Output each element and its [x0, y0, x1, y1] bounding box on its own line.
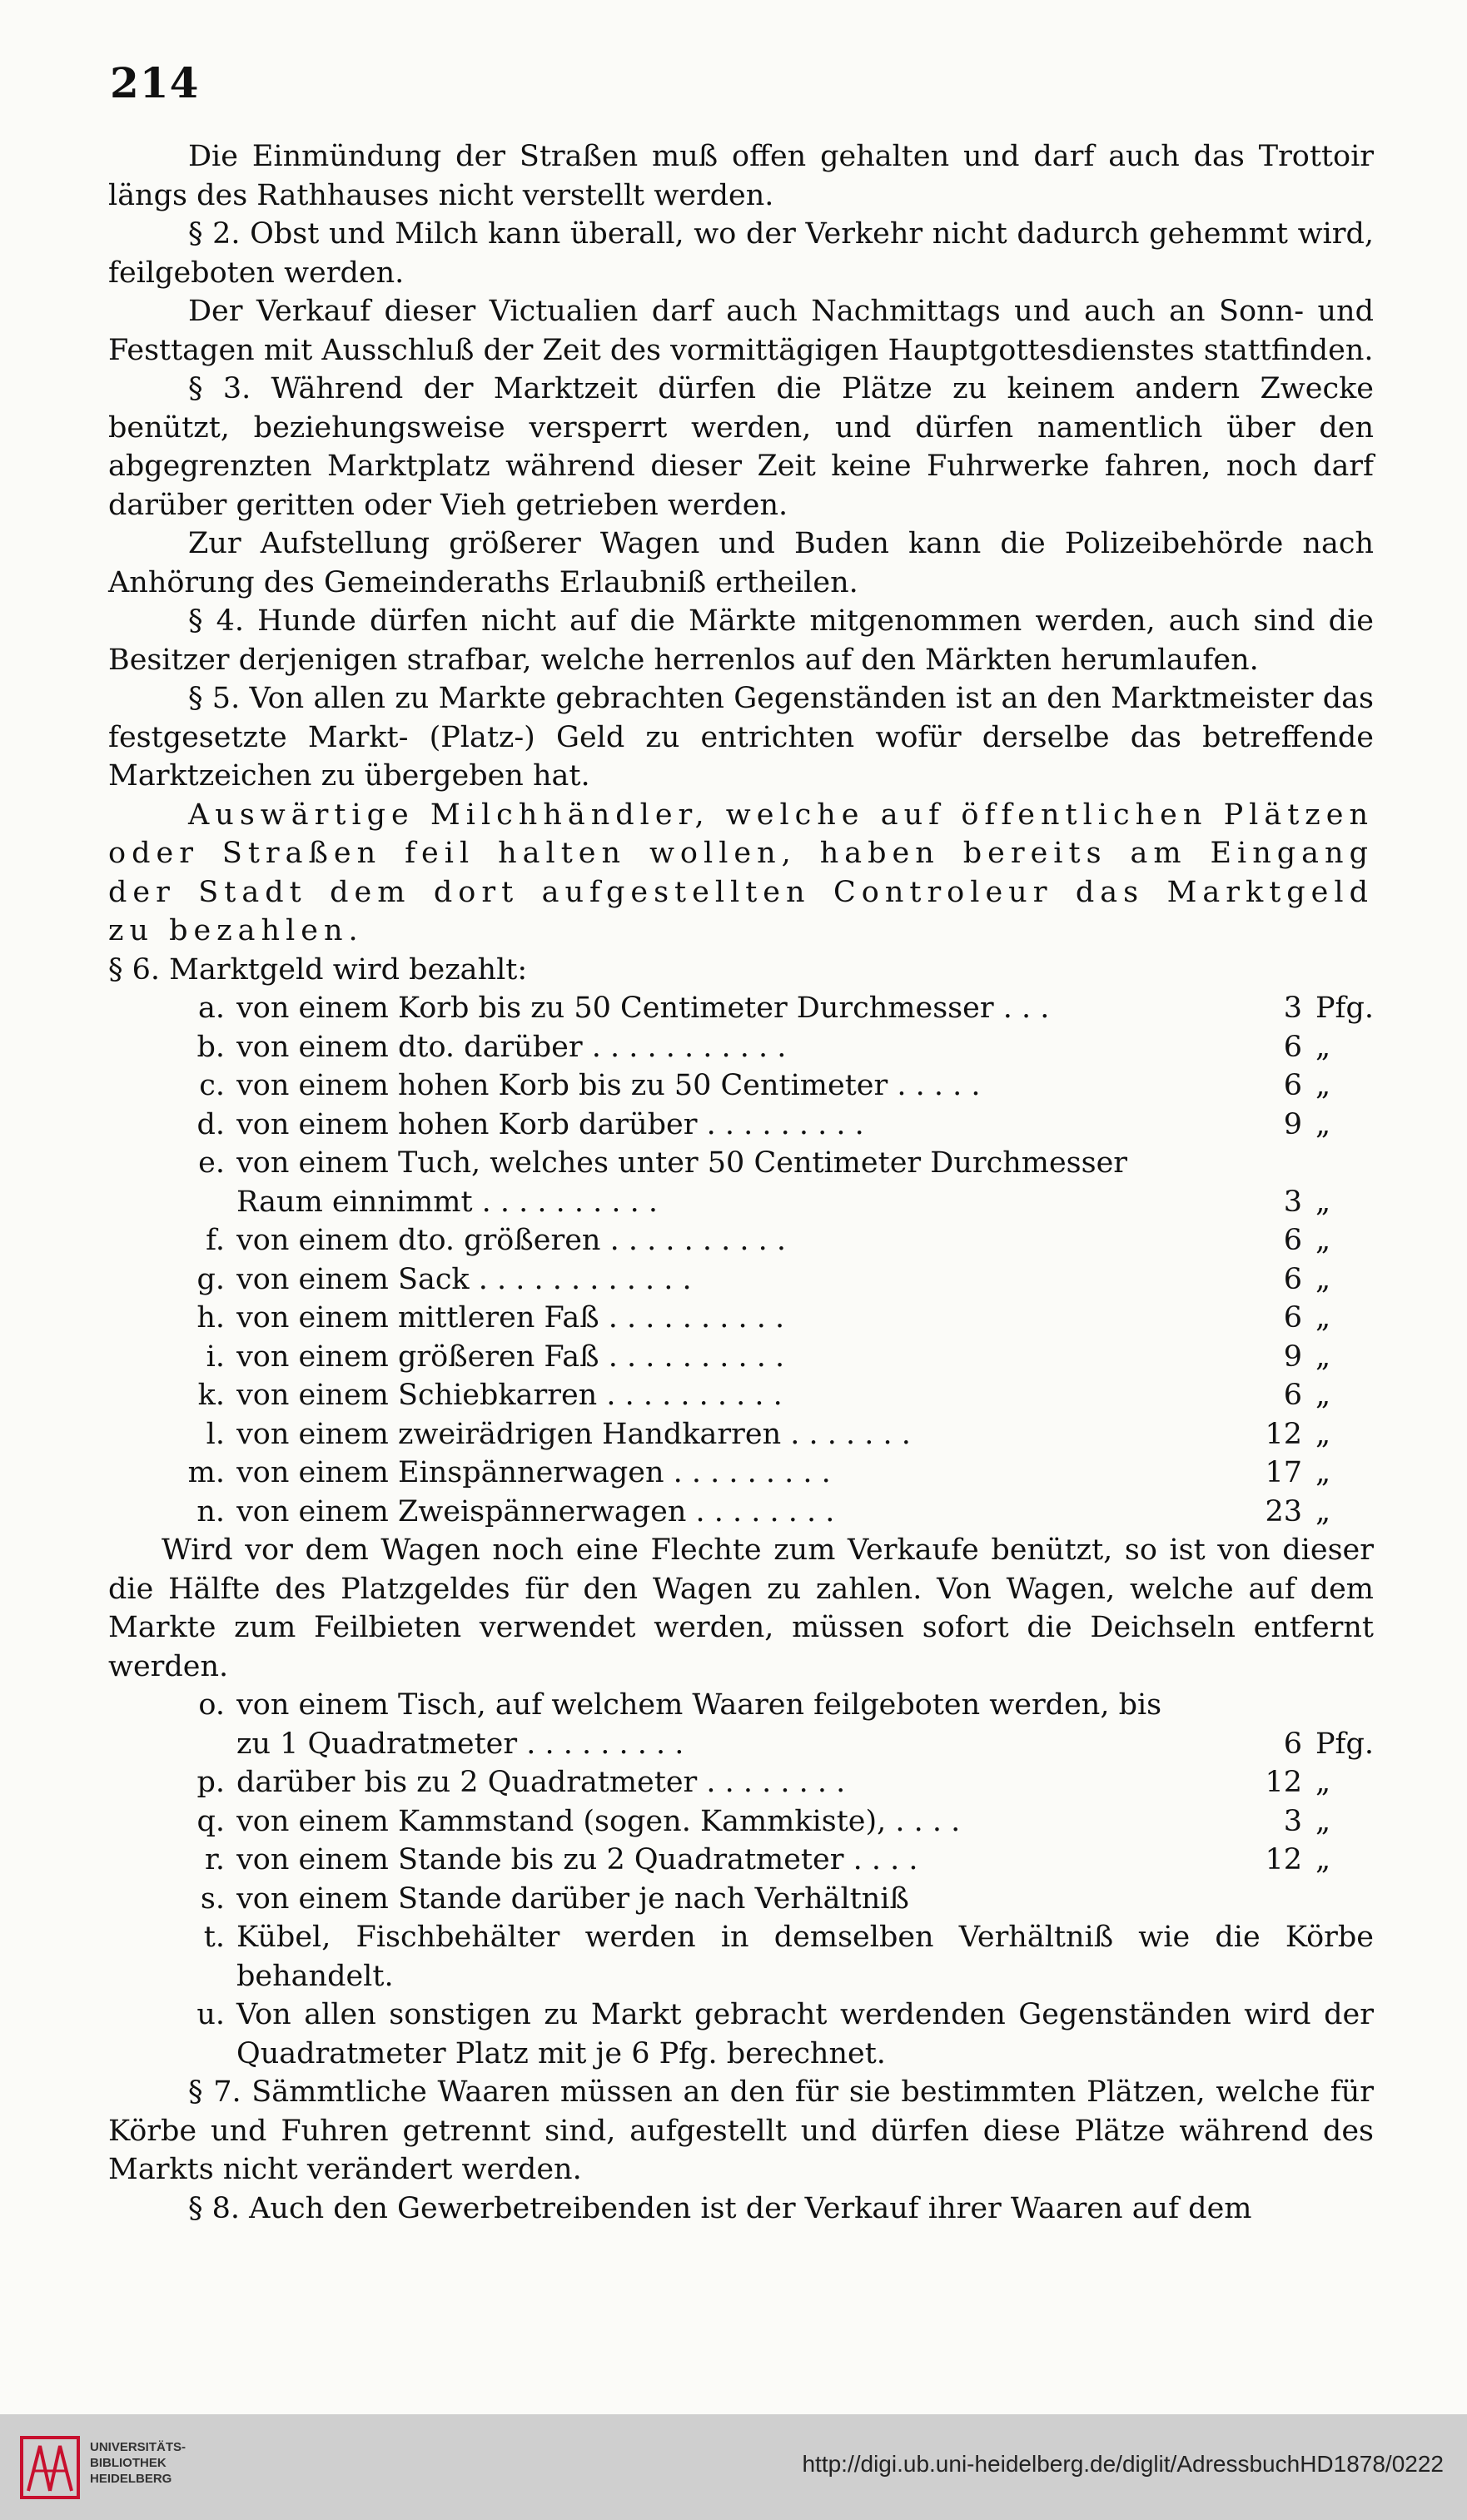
fee-list: [108, 989, 1374, 1531]
item-value: 17: [1265, 1456, 1302, 1489]
paragraph-section-5: § 5. Von allen zu Markte gebrachten Gegenständen ist an den Marktmeister das festgesetzte Markt- (Platz-) Geld zu entrichten wofür derselbe das betreffende Marktzeichen zu übergeben hat.: [108, 682, 1374, 793]
page-body: [108, 137, 1374, 2228]
item-text: zu 1 Quadratmeter . . . . . . . . .: [236, 1727, 684, 1761]
paragraph-section-7: § 7. Sämmtliche Waaren müssen an den für sie bestimmten Plätzen, welche für Körbe und Fuhren getrennt sind, aufgestellt und dürfen diese Plätze während des Markts nicht verändert werden.: [108, 2075, 1374, 2186]
item-unit: „: [1315, 1030, 1331, 1064]
item-unit: „: [1315, 1340, 1331, 1374]
item-value: 12: [1265, 1843, 1302, 1876]
item-text: Raum einnimmt . . . . . . . . . .: [236, 1185, 659, 1219]
list-item: [108, 1260, 1374, 1300]
item-value: 6: [1283, 1727, 1302, 1761]
note-paragraph: Wird vor dem Wagen noch eine Flechte zum Verkaufe benützt, so ist von dieser die Hälfte des Platzgeldes für den Wagen zu zahlen. Von Wagen, welche auf dem Markte zum Feilbieten verwendet werden, müssen sofort die Deichseln entfernt werden.: [108, 1533, 1374, 1683]
item-unit: „: [1315, 1262, 1331, 1296]
item-label: e.: [198, 1146, 225, 1180]
item-text: von einem Stande bis zu 2 Quadratmeter . . . .: [236, 1843, 918, 1876]
item-text: von einem Einspännerwagen . . . . . . . . .: [236, 1456, 831, 1489]
list-item: [108, 1880, 1374, 1919]
list-item: [108, 1686, 1374, 1725]
item-unit: „: [1315, 1417, 1331, 1451]
list-item: [108, 1028, 1374, 1067]
item-value: 12: [1265, 1766, 1302, 1799]
item-unit: „: [1315, 1843, 1331, 1876]
item-unit: „: [1315, 1456, 1331, 1489]
item-value: 3: [1283, 1185, 1302, 1219]
item-label: i.: [206, 1340, 225, 1374]
item-label: t.: [203, 1921, 225, 1954]
list-item: [108, 1376, 1374, 1415]
item-text: von einem Tisch, auf welchem Waaren feilgeboten werden, bis: [236, 1688, 1162, 1722]
item-label: h.: [196, 1301, 225, 1335]
item-value: 23: [1265, 1494, 1302, 1528]
item-value: 6: [1283, 1030, 1302, 1064]
item-label: d.: [196, 1107, 225, 1141]
list-item: [108, 1454, 1374, 1493]
item-unit: „: [1315, 1766, 1331, 1799]
item-label: n.: [196, 1494, 225, 1528]
list-item: [108, 1106, 1374, 1145]
list-item: [108, 1841, 1374, 1880]
item-text: von einem hohen Korb bis zu 50 Centimeter . . . . .: [236, 1069, 981, 1102]
paragraph-section-2: § 2. Obst und Milch kann überall, wo der Verkehr nicht dadurch gehemmt wird, feilgeboten werden.: [108, 217, 1374, 290]
item-value: 6: [1283, 1224, 1302, 1257]
item-unit: „: [1315, 1069, 1331, 1102]
logo-line: UNIVERSITÄTS-: [90, 2440, 186, 2454]
item-label: m.: [187, 1456, 225, 1489]
item-unit: „: [1315, 1224, 1331, 1257]
item-label: g.: [196, 1262, 225, 1296]
item-text: von einem größeren Faß . . . . . . . . . .: [236, 1340, 785, 1374]
paragraph-section-8: § 8. Auch den Gewerbetreibenden ist der Verkauf ihrer Waaren auf dem: [188, 2191, 1252, 2225]
list-item: [108, 989, 1374, 1028]
item-value: 12: [1265, 1417, 1302, 1451]
item-unit: Pfg.: [1315, 992, 1375, 1025]
page-number: 214: [110, 58, 200, 107]
item-label: u.: [196, 1998, 225, 2031]
item-unit: „: [1315, 1301, 1331, 1335]
item-label: q.: [196, 1804, 225, 1838]
item-text: von einem mittleren Faß . . . . . . . . . .: [236, 1301, 785, 1335]
item-unit: „: [1315, 1494, 1331, 1528]
item-value: 6: [1283, 1301, 1302, 1335]
item-unit: „: [1315, 1379, 1331, 1412]
item-text: von einem Tuch, welches unter 50 Centimeter Durchmesser: [236, 1146, 1128, 1180]
list-item: [108, 1183, 1374, 1222]
item-text: von einem dto. darüber . . . . . . . . . . .: [236, 1030, 787, 1064]
source-url-link[interactable]: http://digi.ub.uni-heidelberg.de/diglit/AdressbuchHD1878/0222: [802, 2451, 1444, 2477]
item-label: a.: [198, 992, 225, 1025]
item-label: r.: [204, 1843, 225, 1876]
item-unit: „: [1315, 1107, 1331, 1141]
paragraph-spaced: Auswärtige Milchhändler, welche auf öffentlichen Plätzen oder Straßen feil halten wollen, haben bereits am Eingang der Stadt dem dort aufgestellten Controleur das Marktgeld zu bezahlen.: [108, 798, 1374, 947]
list-item: [108, 1066, 1374, 1106]
paragraph: Die Einmündung der Straßen muß offen gehalten und darf auch das Trottoir längs des Rathhauses nicht verstellt werden.: [108, 140, 1374, 212]
paragraph-section-4: § 4. Hunde dürfen nicht auf die Märkte mitgenommen werden, auch sind die Besitzer derjenigen strafbar, welche herrenlos auf den Märkten herumlaufen.: [108, 604, 1374, 677]
item-label: s.: [200, 1881, 225, 1916]
item-text: Kübel, Fischbehälter werden in demselben Verhältniß wie die Körbe behandelt.: [236, 1921, 1374, 1993]
item-label: f.: [206, 1224, 225, 1257]
item-value: 3: [1283, 1804, 1302, 1838]
list-item: [108, 1802, 1374, 1842]
list-item: [108, 1299, 1374, 1338]
list-item: [108, 1144, 1374, 1183]
item-value: 9: [1283, 1340, 1302, 1374]
item-value: 9: [1283, 1107, 1302, 1141]
paragraph: Der Verkauf dieser Victualien darf auch Nachmittags und auch an Sonn- und Festtagen mit Ausschluß der Zeit des vormittägigen Hauptgottesdienstes stattfinden.: [108, 295, 1374, 367]
library-logo-icon: [17, 2433, 83, 2503]
item-value: 6: [1283, 1069, 1302, 1102]
item-label: c.: [199, 1069, 225, 1102]
fee-list: [108, 1686, 1374, 2073]
list-item: [108, 1918, 1374, 1996]
item-text: darüber bis zu 2 Quadratmeter . . . . . . . .: [236, 1766, 846, 1799]
library-name: [90, 2439, 186, 2487]
item-label: o.: [198, 1688, 225, 1722]
list-item: [108, 1493, 1374, 1532]
item-unit: „: [1315, 1185, 1331, 1219]
list-item: [108, 1996, 1374, 2073]
logo-line: BIBLIOTHEK: [90, 2456, 167, 2470]
logo-line: HEIDELBERG: [90, 2472, 172, 2486]
item-text: von einem hohen Korb darüber . . . . . . . . .: [236, 1107, 864, 1141]
list-item: [108, 1415, 1374, 1454]
item-text: von einem Kammstand (sogen. Kammkiste), . . . .: [236, 1804, 961, 1838]
paragraph-section-3: § 3. Während der Marktzeit dürfen die Plätze zu keinem andern Zwecke benützt, beziehungsweise versperrt werden, und dürfen namentlich über den abgegrenzten Marktplatz während dieser Zeit keine Fuhrwerke fahren, noch darf darüber geritten oder Vieh getrieben werden.: [108, 372, 1374, 522]
paragraph: Zur Aufstellung größerer Wagen und Buden kann die Polizeibehörde nach Anhörung des Gemeinderaths Erlaubniß ertheilen.: [108, 527, 1374, 599]
item-text: von einem Sack . . . . . . . . . . . .: [236, 1262, 692, 1296]
item-value: 3: [1283, 992, 1302, 1025]
item-unit: Pfg.: [1315, 1727, 1375, 1761]
item-text: von einem Zweispännerwagen . . . . . . . .: [236, 1494, 835, 1528]
item-text: von einem dto. größeren . . . . . . . . . .: [236, 1224, 786, 1257]
item-text: von einem Schiebkarren . . . . . . . . . .: [236, 1379, 783, 1412]
item-text: von einem zweirädrigen Handkarren . . . . . . .: [236, 1417, 911, 1451]
paragraph-section-6: § 6. Marktgeld wird bezahlt:: [108, 952, 528, 987]
item-label: k.: [197, 1379, 225, 1412]
list-item: [108, 1338, 1374, 1377]
item-text: von einem Stande darüber je nach Verhältniß: [236, 1881, 909, 1916]
item-value: 6: [1283, 1262, 1302, 1296]
footer-bar: [0, 2414, 1467, 2520]
item-label: p.: [196, 1766, 225, 1799]
item-text: Von allen sonstigen zu Markt gebracht werdenden Gegenständen wird der Quadratmeter Platz mit je 6 Pfg. berechnet.: [236, 1998, 1374, 2070]
item-value: 6: [1283, 1379, 1302, 1412]
item-label: b.: [196, 1030, 225, 1064]
list-item: [108, 1763, 1374, 1802]
list-item: [108, 1725, 1374, 1764]
item-unit: „: [1315, 1804, 1331, 1838]
item-label: l.: [206, 1417, 225, 1451]
list-item: [108, 1221, 1374, 1260]
item-text: von einem Korb bis zu 50 Centimeter Durchmesser . . .: [236, 992, 1050, 1025]
